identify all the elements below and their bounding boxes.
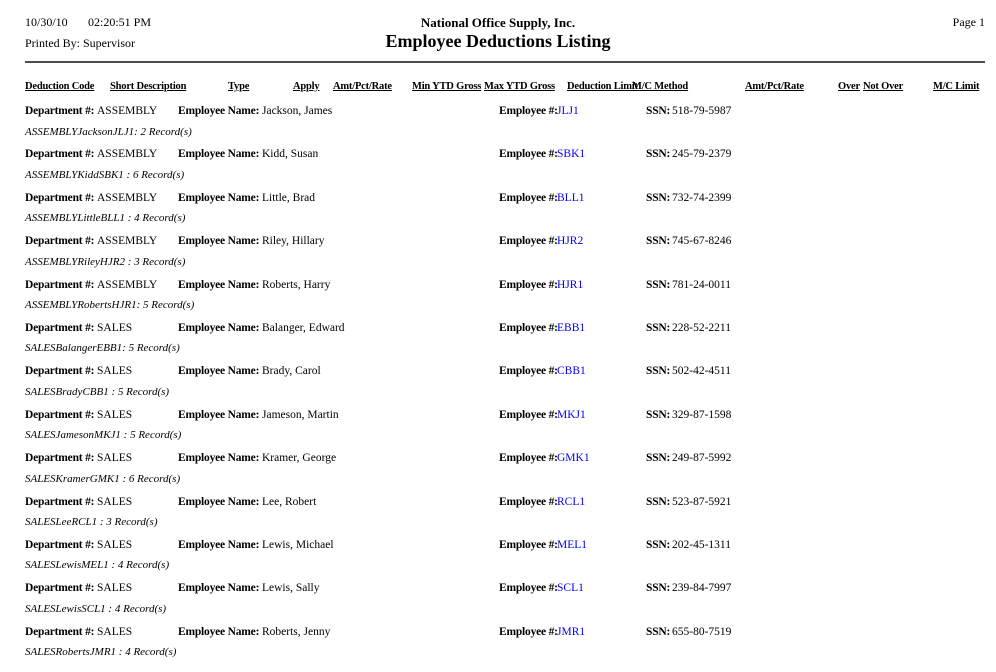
- department-value: ASSEMBLY: [97, 235, 158, 248]
- report-rows: [0, 100, 996, 664]
- employee-row: [0, 360, 996, 403]
- employee-number-link[interactable]: RCL1: [557, 495, 586, 508]
- ssn-label: SSN:: [646, 235, 671, 248]
- department-value: ASSEMBLY: [97, 148, 158, 161]
- employee-number-link[interactable]: JLJ1: [557, 105, 579, 117]
- ssn-label: SSN:: [646, 538, 671, 551]
- ssn-value: 228-52-2211: [672, 321, 731, 334]
- ssn-value: 502-42-4511: [672, 365, 731, 378]
- department-label: Department #:: [25, 625, 95, 638]
- group-summary: SALESJamesonMKJ1 : 5 Record(s): [25, 429, 182, 442]
- department-label: Department #:: [25, 148, 95, 161]
- employee-row: [0, 230, 996, 273]
- employee-row: [0, 404, 996, 447]
- employee-name-label: Employee Name:: [178, 495, 260, 508]
- department-value: SALES: [97, 625, 133, 638]
- department-value: SALES: [97, 365, 133, 378]
- group-summary: SALESBalangerEBB1: 5 Record(s): [25, 342, 180, 355]
- employee-name-value: Lee, Robert: [262, 495, 317, 508]
- employee-name-label: Employee Name:: [178, 278, 260, 291]
- column-header-max-ytd-gross: Max YTD Gross: [484, 81, 555, 92]
- employee-number-link[interactable]: MKJ1: [557, 408, 586, 421]
- department-value: SALES: [97, 538, 133, 551]
- employee-number-label: Employee #:: [499, 452, 558, 465]
- column-header-deduction-code: Deduction Code: [25, 81, 95, 92]
- ssn-label: SSN:: [646, 191, 671, 204]
- department-value: SALES: [97, 495, 133, 508]
- column-header-deduction-limit: Deduction Limit: [567, 81, 638, 92]
- group-summary: SALESKramerGMK1 : 6 Record(s): [25, 472, 181, 485]
- employee-row: [0, 577, 996, 620]
- department-value: SALES: [97, 452, 133, 465]
- employee-name-value: Jackson, James: [262, 105, 333, 117]
- employee-name-value: Riley, Hillary: [262, 235, 325, 248]
- ssn-label: SSN:: [646, 625, 671, 638]
- employee-name-label: Employee Name:: [178, 625, 260, 638]
- employee-number-label: Employee #:: [499, 235, 558, 248]
- employee-row: [0, 100, 996, 143]
- department-value: ASSEMBLY: [97, 278, 158, 291]
- column-header-apply: Apply: [293, 81, 320, 92]
- employee-number-link[interactable]: CBB1: [557, 365, 586, 378]
- employee-name-label: Employee Name:: [178, 538, 260, 551]
- employee-number-label: Employee #:: [499, 625, 558, 638]
- printed-by: Printed By: Supervisor: [25, 36, 135, 50]
- department-label: Department #:: [25, 321, 95, 334]
- employee-row: [0, 274, 996, 317]
- employee-name-label: Employee Name:: [178, 148, 260, 161]
- department-value: ASSEMBLY: [97, 105, 158, 117]
- employee-name-label: Employee Name:: [178, 235, 260, 248]
- employee-number-link[interactable]: MEL1: [557, 538, 588, 551]
- department-label: Department #:: [25, 278, 95, 291]
- column-header-amt-pct-rate: Amt/Pct/Rate: [333, 81, 392, 92]
- employee-name-value: Kramer, George: [262, 452, 337, 465]
- department-value: ASSEMBLY: [97, 191, 158, 204]
- group-summary: ASSEMBLYRileyHJR2 : 3 Record(s): [25, 255, 186, 268]
- department-label: Department #:: [25, 235, 95, 248]
- employee-name-value: Balanger, Edward: [262, 321, 345, 334]
- ssn-label: SSN:: [646, 278, 671, 291]
- ssn-value: 245-79-2379: [672, 148, 732, 161]
- ssn-value: 655-80-7519: [672, 625, 732, 638]
- employee-row: [0, 143, 996, 186]
- column-header-mc-amt-pct-rate: Amt/Pct/Rate: [745, 81, 804, 92]
- ssn-label: SSN:: [646, 105, 671, 117]
- employee-number-label: Employee #:: [499, 148, 558, 161]
- employee-name-value: Little, Brad: [262, 191, 316, 204]
- group-summary: SALESLewisMEL1 : 4 Record(s): [25, 559, 170, 572]
- employee-number-label: Employee #:: [499, 191, 558, 204]
- employee-row: [0, 534, 996, 577]
- employee-number-label: Employee #:: [499, 495, 558, 508]
- group-summary: ASSEMBLYJacksonJLJ1: 2 Record(s): [25, 125, 192, 138]
- header-rule: [25, 61, 985, 63]
- employee-row: [0, 187, 996, 230]
- employee-name-label: Employee Name:: [178, 191, 260, 204]
- employee-number-label: Employee #:: [499, 278, 558, 291]
- employee-number-label: Employee #:: [499, 582, 558, 595]
- ssn-label: SSN:: [646, 408, 671, 421]
- ssn-value: 329-87-1598: [672, 408, 732, 421]
- column-header-min-ytd-gross: Min YTD Gross: [412, 81, 482, 92]
- department-label: Department #:: [25, 582, 95, 595]
- ssn-value: 249-87-5992: [672, 452, 732, 465]
- ssn-label: SSN:: [646, 582, 671, 595]
- employee-name-value: Lewis, Michael: [262, 538, 334, 551]
- ssn-label: SSN:: [646, 365, 671, 378]
- ssn-value: 202-45-1311: [672, 538, 731, 551]
- employee-name-label: Employee Name:: [178, 321, 260, 334]
- employee-name-label: Employee Name:: [178, 105, 260, 117]
- report-title: Employee Deductions Listing: [385, 31, 611, 51]
- employee-name-value: Roberts, Harry: [262, 278, 331, 291]
- ssn-label: SSN:: [646, 495, 671, 508]
- employee-name-value: Lewis, Sally: [262, 582, 320, 595]
- group-summary: SALESLeeRCL1 : 3 Record(s): [25, 516, 158, 529]
- employee-row: [0, 621, 996, 664]
- employee-number-label: Employee #:: [499, 408, 558, 421]
- employee-number-link[interactable]: BLL1: [557, 191, 585, 204]
- employee-row: [0, 447, 996, 490]
- department-label: Department #:: [25, 408, 95, 421]
- department-value: SALES: [97, 408, 133, 421]
- ssn-label: SSN:: [646, 452, 671, 465]
- employee-row: [0, 491, 996, 534]
- column-header-over: Over: [838, 81, 860, 92]
- column-header-mc-method: M/C Method: [632, 81, 689, 92]
- employee-name-value: Roberts, Jenny: [262, 625, 331, 638]
- ssn-label: SSN:: [646, 148, 671, 161]
- group-summary: ASSEMBLYKiddSBK1 : 6 Record(s): [25, 168, 185, 181]
- column-header-not-over: Not Over: [863, 81, 904, 92]
- page-number: Page 1: [952, 15, 985, 29]
- ssn-value: 732-74-2399: [672, 191, 732, 204]
- ssn-label: SSN:: [646, 321, 671, 334]
- employee-number-link[interactable]: EBB1: [557, 321, 586, 334]
- department-value: SALES: [97, 321, 133, 334]
- column-header-type: Type: [228, 81, 250, 92]
- employee-number-link[interactable]: HJR1: [557, 278, 584, 291]
- group-summary: SALESLewisSCL1 : 4 Record(s): [25, 602, 167, 615]
- employee-name-value: Jameson, Martin: [262, 408, 339, 421]
- employee-name-value: Kidd, Susan: [262, 148, 319, 161]
- group-summary: SALESBradyCBB1 : 5 Record(s): [25, 385, 170, 398]
- employee-number-label: Employee #:: [499, 538, 558, 551]
- employee-number-label: Employee #:: [499, 321, 558, 334]
- department-label: Department #:: [25, 538, 95, 551]
- company-name: National Office Supply, Inc.: [420, 15, 576, 30]
- employee-name-label: Employee Name:: [178, 452, 260, 465]
- employee-number-link[interactable]: SCL1: [557, 582, 584, 595]
- report-date: 10/30/10: [25, 15, 68, 29]
- employee-name-label: Employee Name:: [178, 365, 260, 378]
- report-time: 02:20:51 PM: [88, 15, 152, 29]
- column-header-mc-limit: M/C Limit: [933, 81, 980, 92]
- ssn-value: 745-67-8246: [672, 235, 732, 248]
- employee-number-link[interactable]: HJR2: [557, 235, 584, 248]
- employee-name-label: Employee Name:: [178, 582, 260, 595]
- employee-number-link[interactable]: SBK1: [557, 148, 586, 161]
- column-header-short-description: Short Description: [110, 81, 187, 92]
- ssn-value: 781-24-0011: [672, 278, 731, 291]
- group-summary: ASSEMBLYRobertsHJR1: 5 Record(s): [25, 299, 195, 312]
- department-label: Department #:: [25, 191, 95, 204]
- group-summary: ASSEMBLYLittleBLL1 : 4 Record(s): [25, 212, 186, 225]
- employee-number-link[interactable]: GMK1: [557, 452, 590, 465]
- employee-number-label: Employee #:: [499, 105, 558, 117]
- employee-row: [0, 317, 996, 360]
- ssn-value: 523-87-5921: [672, 495, 732, 508]
- ssn-value: 518-79-5987: [672, 105, 732, 117]
- employee-name-value: Brady, Carol: [262, 365, 321, 378]
- department-label: Department #:: [25, 452, 95, 465]
- employee-number-label: Employee #:: [499, 365, 558, 378]
- ssn-value: 239-84-7997: [672, 582, 732, 595]
- department-label: Department #:: [25, 365, 95, 378]
- department-label: Department #:: [25, 105, 95, 117]
- employee-name-label: Employee Name:: [178, 408, 260, 421]
- department-label: Department #:: [25, 495, 95, 508]
- employee-number-link[interactable]: JMR1: [557, 625, 586, 638]
- group-summary: SALESRobertsJMR1 : 4 Record(s): [25, 646, 177, 659]
- department-value: SALES: [97, 582, 133, 595]
